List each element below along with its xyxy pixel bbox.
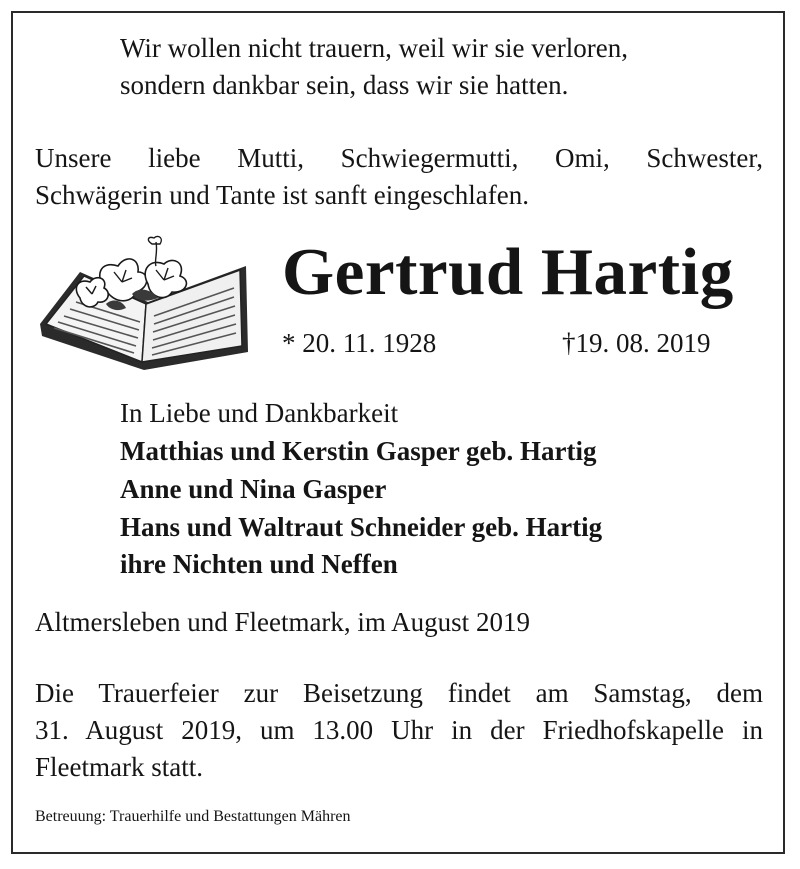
funeral-line-3: Fleetmark statt. [35,752,203,782]
place-date: Altmersleben und Fleetmark, im August 2019 [35,607,530,637]
family-member: Anne und Nina Gasper [120,474,387,504]
family-member: Hans und Waltraut Schneider geb. Hartig [120,512,603,542]
funeral-line-2: 31. August 2019, um 13.00 Uhr in der Friedhofskapelle in [35,715,763,745]
funeral-line-1: Die Trauerfeier zur Beisetzung findet am Samstag, dem [35,678,763,708]
family-member: Matthias und Kerstin Gasper geb. Hartig [120,436,597,466]
poem-line-2: sondern dankbar sein, dass wir sie hatten. [120,70,569,100]
death-date: †19. 08. 2019 [562,328,711,358]
family-member: ihre Nichten und Neffen [120,549,398,579]
funeral-care-credit: Betreuung: Trauerhilfe und Bestattungen Mähren [35,808,351,825]
intro-text [35,140,763,214]
family-intro: In Liebe und Dankbarkeit [120,398,399,428]
deceased-name: Gertrud Hartig [282,235,734,309]
poem-line-1: Wir wollen nicht trauern, weil wir sie verloren, [120,33,628,63]
intro-line-2: Schwägerin und Tante ist sanft eingeschlafen. [35,180,529,210]
open-book-with-lilies-icon [36,232,251,372]
birth-date: * 20. 11. 1928 [282,328,437,358]
intro-line-1: Unsere liebe Mutti, Schwiegermutti, Omi, Schwester, [35,143,763,173]
funeral-info [35,675,763,786]
